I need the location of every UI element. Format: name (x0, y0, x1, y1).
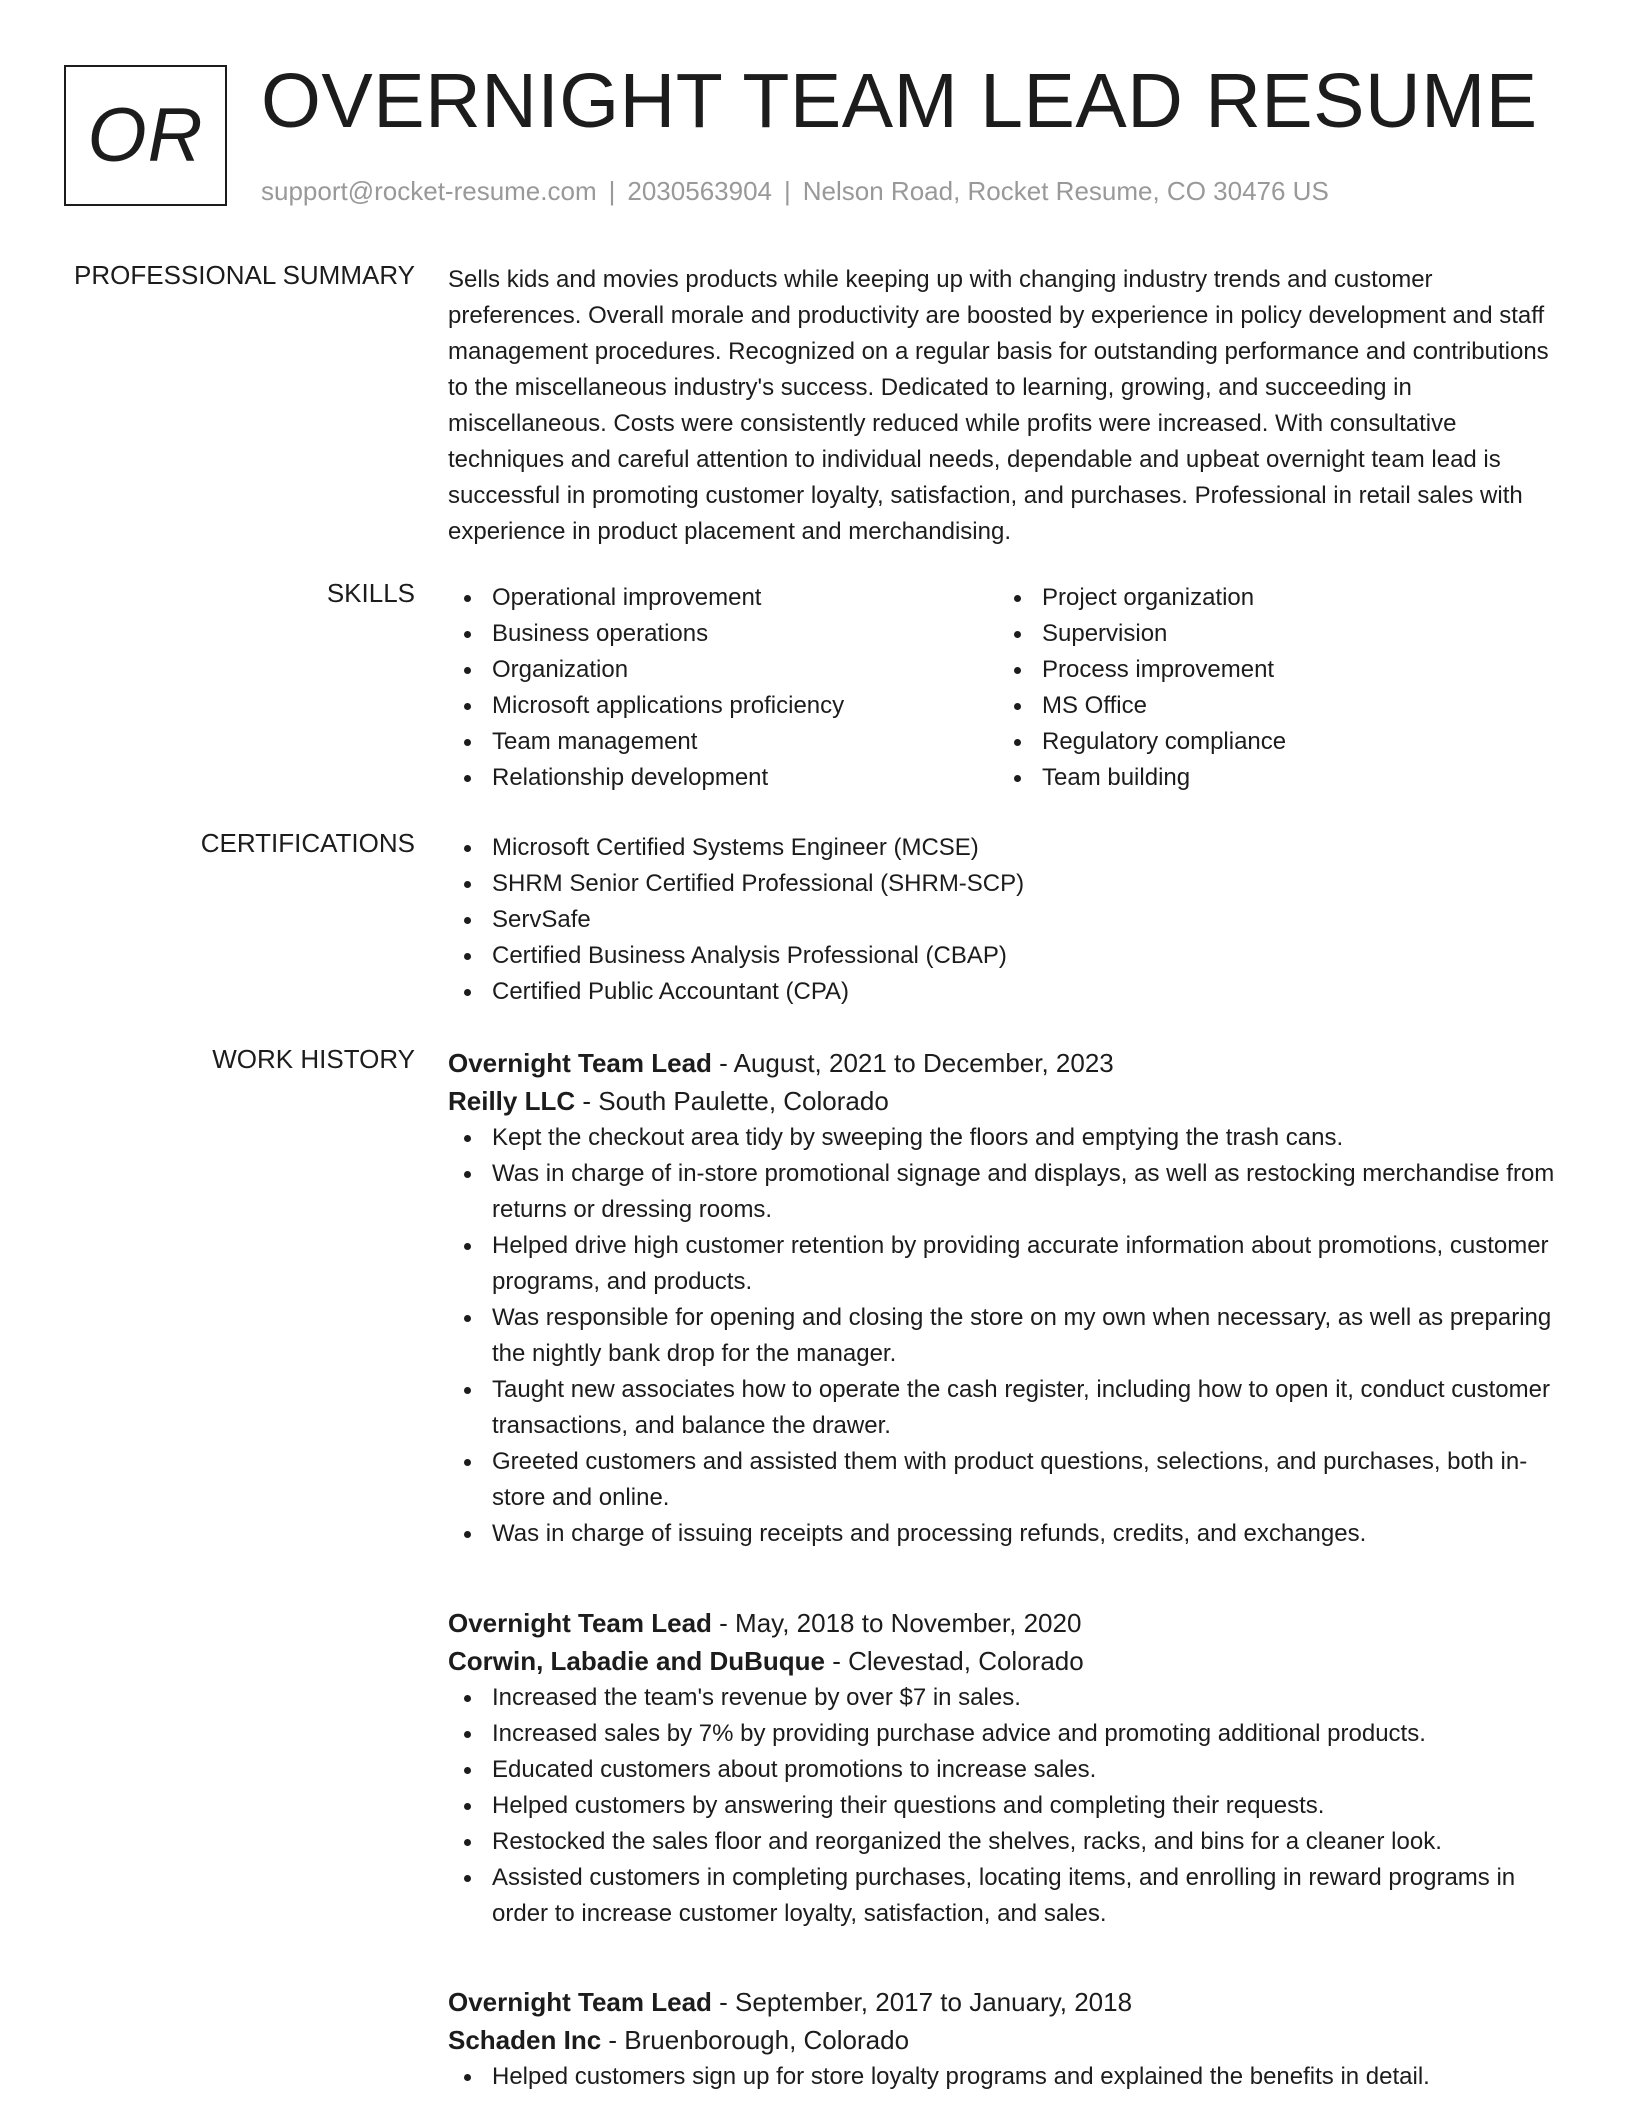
certification-item: Certified Business Analysis Professional (CBAP) (448, 938, 1568, 974)
certification-item: Microsoft Certified Systems Engineer (MCSE) (448, 830, 1568, 866)
summary-heading: PROFESSIONAL SUMMARY (74, 260, 415, 290)
contact-separator: | (784, 176, 791, 206)
summary-text: Sells kids and movies products while keeping up with changing industry trends and customer preferences. Overall morale and productivity are boosted by experience in policy development and staff management procedures. Recognized on a regular basis for outstanding performance and contributions to the miscellaneous industry's success. Dedicated to learning, growing, and succeeding in miscellaneous. Costs were consistently reduced while profits were increased. With consultative techniques and careful attention to individual needs, dependable and upbeat overnight team lead is successful in promoting customer loyalty, satisfaction, and purchases. Professional in retail sales with experience in product placement and merchandising. (448, 266, 1549, 545)
job-bullet: Kept the checkout area tidy by sweeping the floors and emptying the trash cans. (448, 1120, 1568, 1156)
job-title-line (448, 1604, 1568, 1642)
monogram-badge: OR (64, 65, 227, 206)
job-bullet: Was in charge of in-store promotional signage and displays, as well as restocking merchandise from returns or dressing rooms. (448, 1156, 1568, 1228)
job-bullets (448, 2059, 1568, 2095)
skill-item: Project organization (998, 580, 1548, 616)
job-bullet: Greeted customers and assisted them with product questions, selections, and purchases, both in-store and online. (448, 1444, 1568, 1516)
contact-address: Nelson Road, Rocket Resume, CO 30476 US (802, 176, 1329, 206)
certifications-heading: CERTIFICATIONS (200, 828, 415, 858)
job-dates: - August, 2021 to December, 2023 (719, 1048, 1114, 1078)
job-bullets (448, 1680, 1568, 1932)
job-title-line (448, 1044, 1568, 1082)
skill-item: Operational improvement (448, 580, 998, 616)
certification-item: Certified Public Accountant (CPA) (448, 974, 1568, 1010)
job-dates: - May, 2018 to November, 2020 (719, 1608, 1082, 1638)
job-bullet: Restocked the sales floor and reorganized the shelves, racks, and bins for a cleaner look. (448, 1824, 1568, 1860)
skills-heading: SKILLS (326, 578, 415, 608)
job-bullet: Was in charge of issuing receipts and processing refunds, credits, and exchanges. (448, 1516, 1568, 1552)
skill-item: Regulatory compliance (998, 724, 1548, 760)
skill-item: Business operations (448, 616, 998, 652)
job-bullet: Taught new associates how to operate the cash register, including how to open it, conduct customer transactions, and balance the drawer. (448, 1372, 1568, 1444)
job-bullet: Helped customers sign up for store loyalty programs and explained the benefits in detail. (448, 2059, 1568, 2095)
job-company-line (448, 1642, 1568, 1680)
job-title: Overnight Team Lead (448, 1987, 712, 2017)
job-entry (448, 1983, 1568, 2095)
contact-email[interactable]: support@rocket-resume.com (261, 176, 597, 206)
skill-item: Organization (448, 652, 998, 688)
certifications-list (448, 830, 1568, 1010)
skill-item: Microsoft applications proficiency (448, 688, 998, 724)
job-title-line (448, 1983, 1568, 2021)
contact-line (261, 176, 1329, 207)
job-location: - Bruenborough, Colorado (608, 2025, 910, 2055)
job-bullet: Increased the team's revenue by over $7 in sales. (448, 1680, 1568, 1716)
skill-item: Supervision (998, 616, 1548, 652)
job-bullet: Educated customers about promotions to increase sales. (448, 1752, 1568, 1788)
job-bullet: Was responsible for opening and closing the store on my own when necessary, as well as preparing the nightly bank drop for the manager. (448, 1300, 1568, 1372)
skill-item: Process improvement (998, 652, 1548, 688)
job-dates: - September, 2017 to January, 2018 (719, 1987, 1133, 2017)
certification-item: ServSafe (448, 902, 1568, 938)
job-bullet: Assisted customers in completing purchases, locating items, and enrolling in reward programs in order to increase customer loyalty, satisfaction, and sales. (448, 1860, 1568, 1932)
skills-grid (448, 580, 1568, 796)
job-location: - Clevestad, Colorado (832, 1646, 1084, 1676)
resume-header (64, 58, 1564, 215)
skill-item: Team management (448, 724, 998, 760)
job-company-line (448, 1082, 1568, 1120)
skill-item: Relationship development (448, 760, 998, 796)
job-bullet: Increased sales by 7% by providing purchase advice and promoting additional products. (448, 1716, 1568, 1752)
job-title: Overnight Team Lead (448, 1048, 712, 1078)
job-bullet: Helped customers by answering their questions and completing their requests. (448, 1788, 1568, 1824)
job-company: Reilly LLC (448, 1086, 576, 1116)
skill-item: Team building (998, 760, 1548, 796)
certification-item: SHRM Senior Certified Professional (SHRM-SCP) (448, 866, 1568, 902)
job-title: Overnight Team Lead (448, 1608, 712, 1638)
job-company: Corwin, Labadie and DuBuque (448, 1646, 826, 1676)
skill-item: MS Office (998, 688, 1548, 724)
resume-title: OVERNIGHT TEAM LEAD RESUME (261, 58, 1538, 144)
job-company: Schaden Inc (448, 2025, 602, 2055)
skills-list-right (998, 580, 1548, 796)
work-history-heading: WORK HISTORY (212, 1044, 415, 1074)
job-bullets (448, 1120, 1568, 1552)
job-entry (448, 1044, 1568, 1552)
job-entry (448, 1604, 1568, 1932)
skills-list-left (448, 580, 998, 796)
contact-phone[interactable]: 2030563904 (627, 176, 772, 206)
contact-separator: | (608, 176, 616, 206)
job-bullet: Helped drive high customer retention by providing accurate information about promotions, customer programs, and products. (448, 1228, 1568, 1300)
job-location: - South Paulette, Colorado (582, 1086, 889, 1116)
job-company-line (448, 2021, 1568, 2059)
